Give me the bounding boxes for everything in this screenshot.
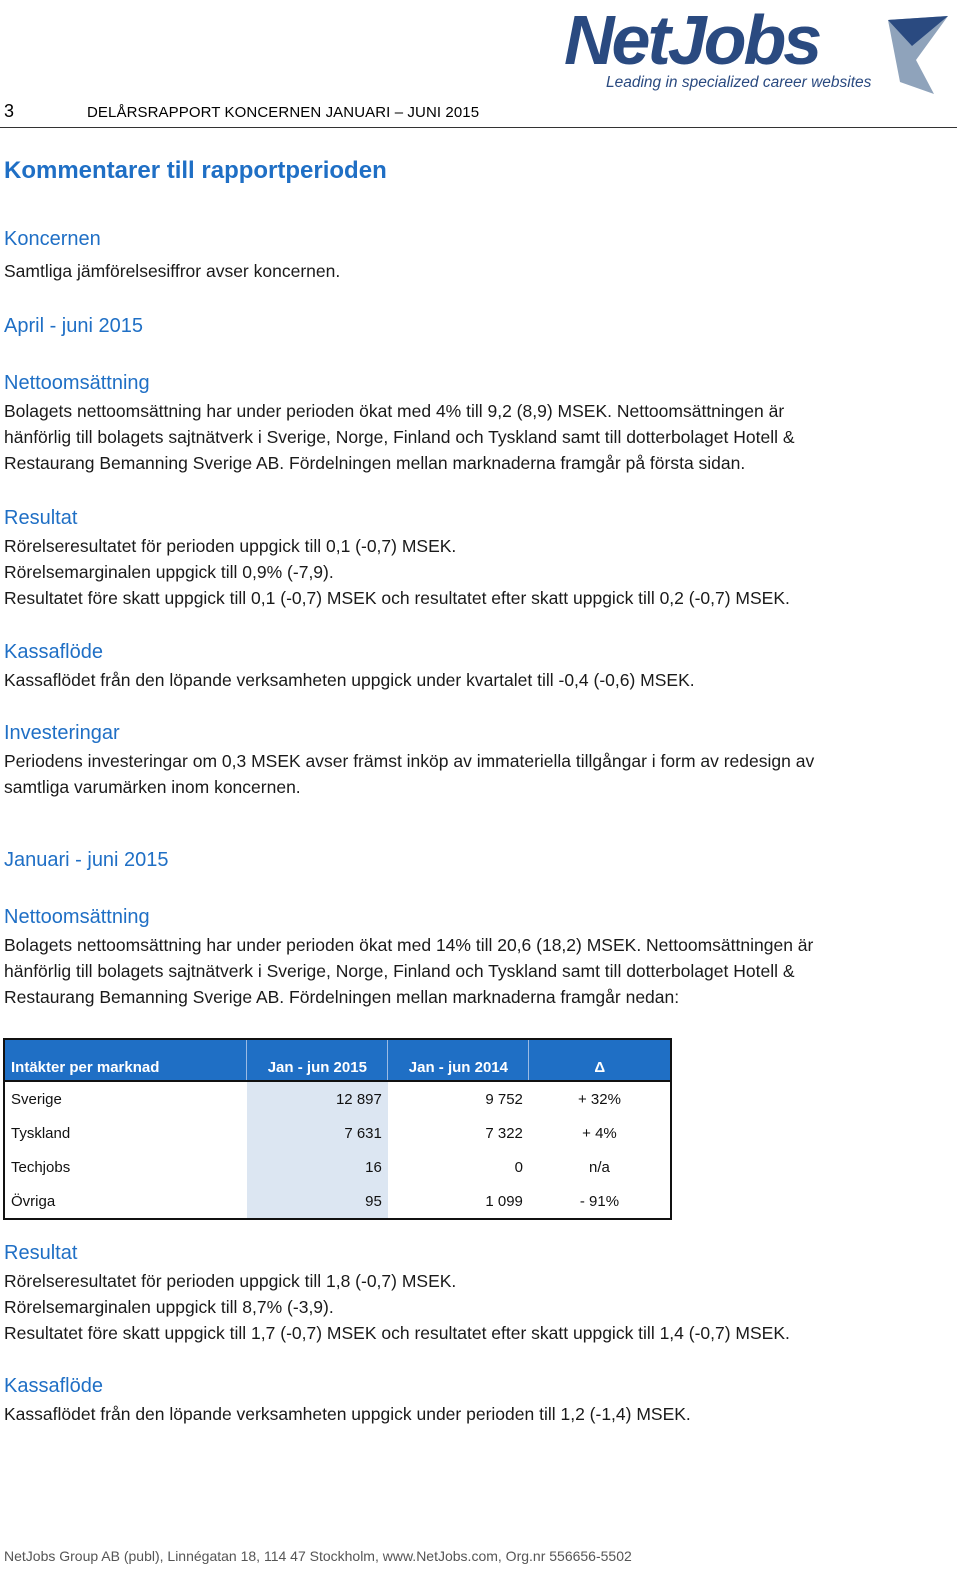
revenue-per-market-table [3, 1038, 672, 1220]
table-header-cell: Jan - jun 2015 [247, 1039, 388, 1081]
table-cell-market: Övriga [11, 1192, 56, 1210]
table-cell-market: Tyskland [11, 1124, 71, 1142]
table-cell-market: Techjobs [11, 1158, 71, 1176]
q2-net-sales-paragraph: Bolagets nettoomsättning har under perioden ökat med 4% till 9,2 (8,9) MSEK. Nettoomsättningen är hänförlig till bolagets sajtnätverk i Sverige, Norge, Finland och Tyskland samt till dotterbolaget Hotell & Restaurang Bemanning Sverige AB. Fördelningen mellan marknaderna framgår på första sidan. [4, 401, 795, 473]
netjobs-logo [560, 2, 952, 102]
table-cell-2014: 9 752 [485, 1090, 523, 1108]
table-header-cell: Δ [529, 1039, 671, 1081]
table-cell-delta: + 32% [577, 1090, 621, 1108]
table-cell-market: Sverige [11, 1090, 62, 1108]
table-row [4, 1184, 671, 1219]
q2-period-heading: April - juni 2015 [4, 315, 143, 337]
header-divider [0, 127, 957, 128]
q2-result-heading: Resultat [4, 507, 78, 529]
table-cell-2015: 12 897 [247, 1081, 388, 1116]
h1-cashflow-heading: Kassaflöde [4, 1375, 103, 1397]
q2-investments-heading: Investeringar [4, 722, 120, 744]
h1-period-heading: Januari - juni 2015 [4, 849, 169, 871]
h1-cashflow-paragraph: Kassaflödet från den löpande verksamheten uppgick under perioden till 1,2 (-1,4) MSEK. [4, 1404, 691, 1424]
q2-cashflow-paragraph: Kassaflödet från den löpande verksamheten uppgick under kvartalet till -0,4 (-0,6) MSEK. [4, 670, 695, 690]
logo-wordmark: NetJobs [564, 2, 820, 79]
q2-result-paragraph: Rörelseresultatet för perioden uppgick till 0,1 (-0,7) MSEK. Rörelsemarginalen uppgick till 0,9% (-7,9). Resultatet före skatt uppgick till 0,1 (-0,7) MSEK och resultatet efter skatt uppgick till 0,2 (-0,7) MSEK. [4, 536, 790, 608]
q2-investments-paragraph: Periodens investeringar om 0,3 MSEK avser främst inköp av immateriella tillgångar i form av redesign av samtliga varumärken inom koncernen. [4, 751, 815, 797]
table-row [4, 1150, 671, 1184]
page-footer: NetJobs Group AB (publ), Linnégatan 18, 114 47 Stockholm, www.NetJobs.com, Org.nr 556656-5502 [4, 1548, 632, 1564]
h1-net-sales-paragraph: Bolagets nettoomsättning har under perioden ökat med 14% till 20,6 (18,2) MSEK. Nettoomsättningen är hänförlig till bolagets sajtnätverk i Sverige, Norge, Finland och Tyskland samt till dotterbolaget Hotell & Restaurang Bemanning Sverige AB. Fördelningen mellan marknaderna framgår nedan: [4, 935, 814, 1007]
table-row [4, 1081, 671, 1116]
table-cell-2015: 95 [247, 1184, 388, 1219]
table-cell-2014: 7 322 [485, 1124, 523, 1142]
page-title: Kommentarer till rapportperioden [4, 157, 387, 184]
table-header-row [4, 1039, 671, 1081]
h1-net-sales-heading: Nettoomsättning [4, 906, 150, 928]
table-cell-delta: n/a [589, 1158, 610, 1176]
document-title: DELÅRSRAPPORT KONCERNEN JANUARI – JUNI 2015 [87, 104, 480, 121]
koncernen-heading: Koncernen [4, 228, 101, 250]
table-cell-delta: + 4% [582, 1124, 617, 1142]
table-header-cell: Intäkter per marknad [4, 1039, 247, 1081]
q2-net-sales-heading: Nettoomsättning [4, 372, 150, 394]
table-cell-2014: 1 099 [485, 1192, 523, 1210]
table-row [4, 1116, 671, 1150]
page-number: 3 [4, 101, 15, 121]
q2-cashflow-heading: Kassaflöde [4, 641, 103, 663]
table-cell-2015: 7 631 [247, 1116, 388, 1150]
logo-tagline: Leading in specialized career websites [606, 74, 872, 91]
table-cell-2014: 0 [514, 1158, 523, 1176]
table-cell-2015: 16 [247, 1150, 388, 1184]
koncernen-text: Samtliga jämförelsesiffror avser koncernen. [4, 261, 341, 281]
h1-result-heading: Resultat [4, 1242, 78, 1264]
h1-result-paragraph: Rörelseresultatet för perioden uppgick till 1,8 (-0,7) MSEK. Rörelsemarginalen uppgick till 8,7% (-3,9). Resultatet före skatt uppgick till 1,7 (-0,7) MSEK och resultatet efter skatt uppgick till 1,4 (-0,7) MSEK. [4, 1271, 790, 1343]
table-cell-delta: - 91% [579, 1192, 620, 1210]
table-header-cell: Jan - jun 2014 [388, 1039, 529, 1081]
